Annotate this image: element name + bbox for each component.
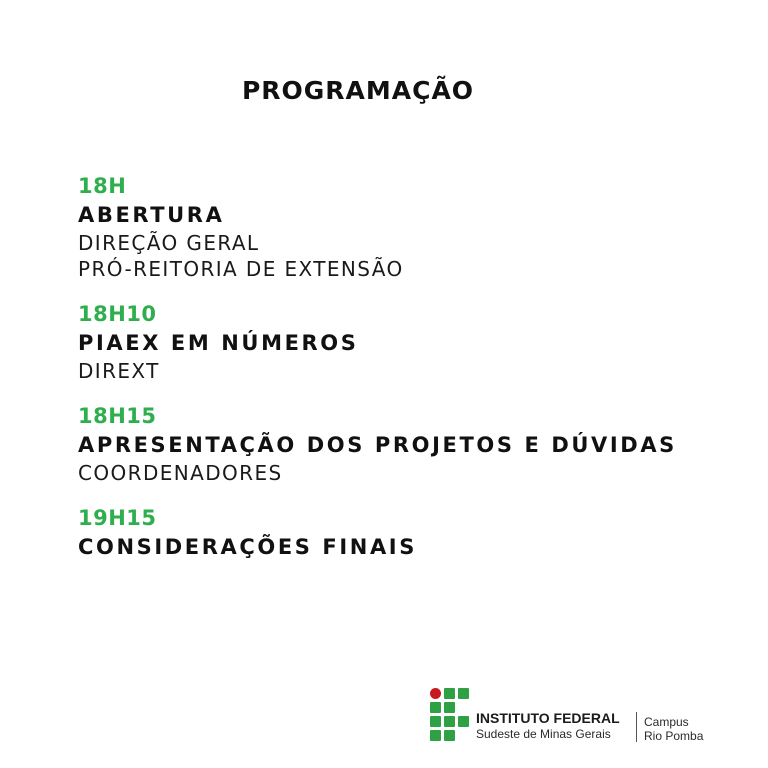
schedule-item xyxy=(78,172,758,282)
institution-name: INSTITUTO FEDERAL xyxy=(476,710,620,726)
schedule-list xyxy=(78,172,758,580)
schedule-time: 18H10 xyxy=(78,302,157,326)
schedule-time: 19H15 xyxy=(78,506,157,530)
schedule-detail: PRÓ-REITORIA DE EXTENSÃO xyxy=(78,257,404,281)
logo-red-dot xyxy=(430,688,441,699)
schedule-item xyxy=(78,402,758,486)
schedule-detail: DIREÇÃO GERAL xyxy=(78,231,260,255)
page-title: PROGRAMAÇÃO xyxy=(241,76,475,105)
schedule-heading: ABERTURA xyxy=(78,203,225,227)
logo-divider xyxy=(636,712,637,742)
schedule-heading: CONSIDERAÇÕES FINAIS xyxy=(78,535,417,559)
schedule-time: 18H xyxy=(78,174,127,198)
schedule-heading: APRESENTAÇÃO DOS PROJETOS E DÚVIDAS xyxy=(78,433,677,457)
instituto-federal-logo-icon xyxy=(430,688,470,740)
institution-subtitle: Sudeste de Minas Gerais xyxy=(476,727,611,741)
schedule-detail: COORDENADORES xyxy=(78,461,283,485)
institution-logo xyxy=(430,688,730,744)
campus-line: Campus xyxy=(644,715,689,729)
schedule-time: 18H15 xyxy=(78,404,157,428)
schedule-heading: PIAEX EM NÚMEROS xyxy=(78,331,359,355)
schedule-detail: DIREXT xyxy=(78,359,160,383)
schedule-item xyxy=(78,300,758,384)
campus-label xyxy=(644,715,703,743)
campus-name: Rio Pomba xyxy=(644,729,704,743)
schedule-item xyxy=(78,504,758,562)
